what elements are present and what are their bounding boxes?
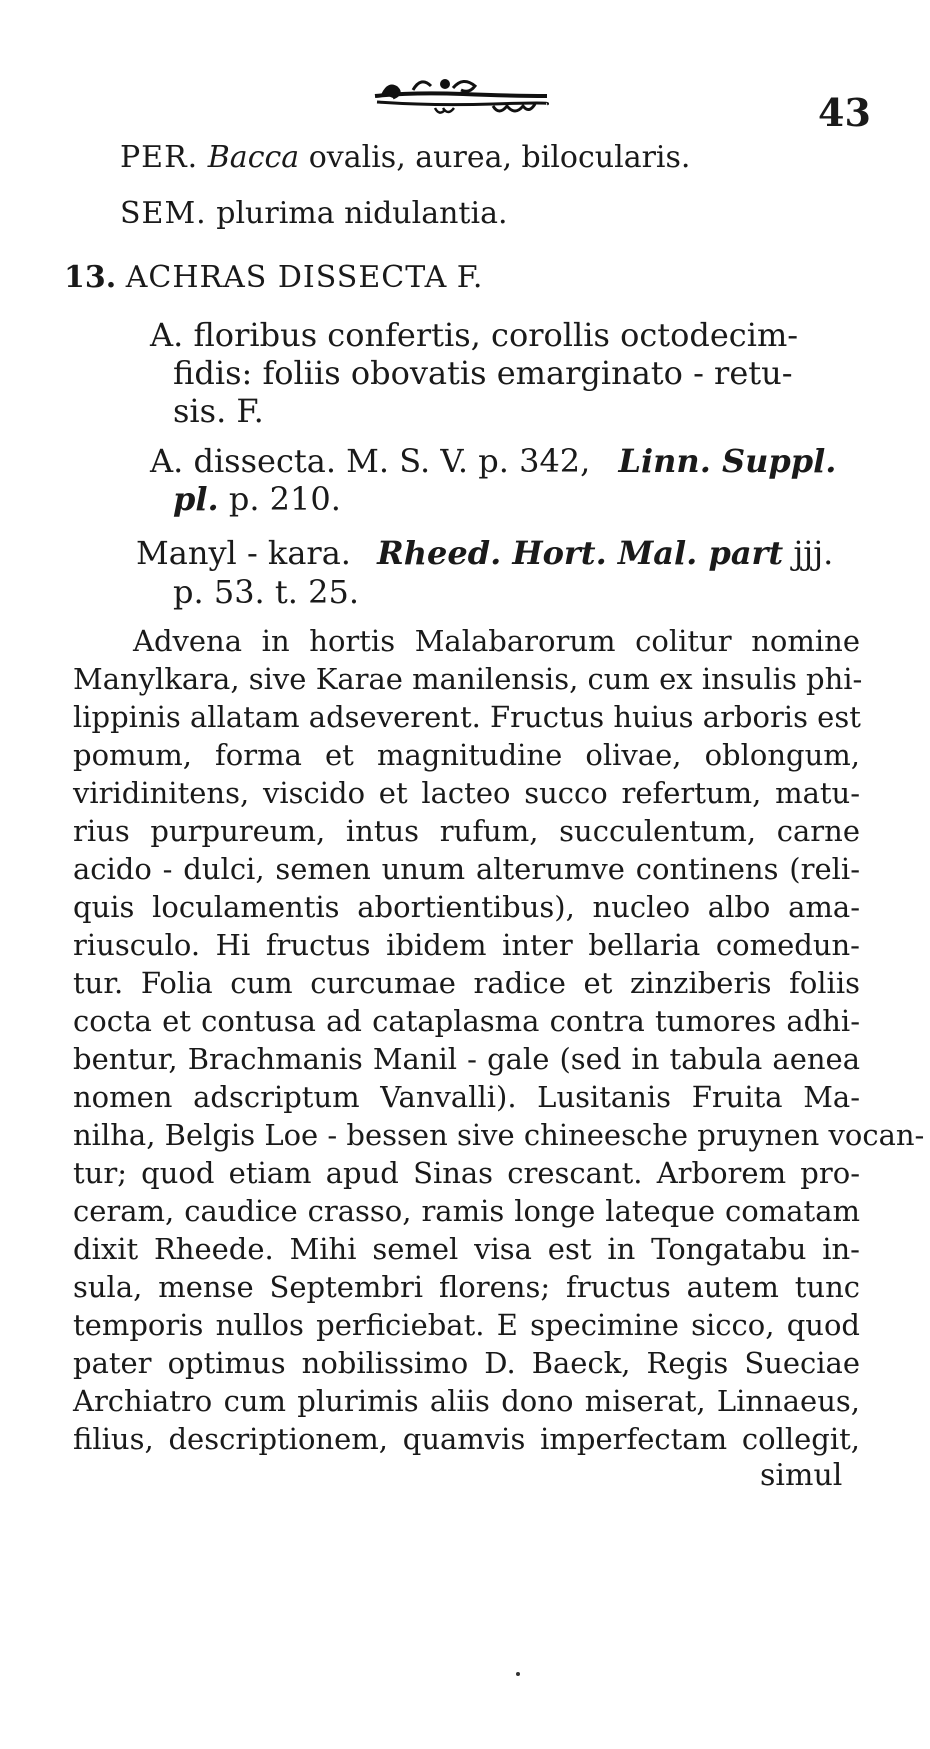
paragraph-line: tur; quod etiam apud Sinas crescant. Arborem pro- bbox=[73, 1156, 860, 1190]
paragraph-line: Archiatro cum plurimis aliis dono miserat, Linnaeus, bbox=[73, 1384, 860, 1418]
per-label: PER. bbox=[120, 140, 199, 175]
reference-italic: pl. bbox=[173, 480, 219, 518]
paragraph-line: lippinis allatam adseverent. Fructus huius arboris est bbox=[73, 700, 861, 734]
entry-number: 13. bbox=[64, 260, 117, 295]
per-line bbox=[120, 140, 690, 175]
paragraph-line: dixit Rheede. Mihi semel visa est in Tongatabu in- bbox=[73, 1232, 860, 1266]
entry-suffix: F. bbox=[447, 260, 483, 295]
catchword: simul bbox=[760, 1458, 843, 1493]
paragraph-line: tur. Folia cum curcumae radice et zinziberis foliis bbox=[73, 966, 860, 1000]
reference-line bbox=[173, 480, 341, 518]
paragraph-line: temporis nullos perficiebat. E specimine sicco, quod bbox=[73, 1308, 860, 1342]
paragraph-line: ceram, caudice crasso, ramis longe lateque comatam bbox=[73, 1194, 860, 1228]
reference-text: A. dissecta. M. S. V. p. 342, bbox=[150, 442, 591, 480]
description-line: sis. F. bbox=[173, 392, 264, 430]
page-speck bbox=[516, 1672, 520, 1676]
description-line: fidis: foliis obovatis emarginato - retu- bbox=[173, 354, 793, 392]
per-italic: Bacca bbox=[207, 140, 300, 175]
reference-line: p. 53. t. 25. bbox=[173, 573, 359, 611]
paragraph-line: cocta et contusa ad cataplasma contra tumores adhi- bbox=[73, 1004, 860, 1038]
paragraph-line: viridinitens, viscido et lacteo succo refertum, matu- bbox=[73, 776, 860, 810]
paragraph-line: nilha, Belgis Loe - bessen sive chineesche pruynen vocan- bbox=[73, 1118, 925, 1152]
paragraph-line: filius, descriptionem, quamvis imperfectam collegit, bbox=[73, 1422, 860, 1456]
reference-text: p. 210. bbox=[218, 480, 341, 518]
reference-text: Manyl - kara. bbox=[136, 534, 351, 572]
paragraph-line: sula, mense Septembri florens; fructus autem tunc bbox=[73, 1270, 860, 1304]
reference-text: jjj. bbox=[783, 534, 834, 572]
reference-italic: Rheed. Hort. Mal. part bbox=[377, 534, 784, 572]
sem-label: SEM. bbox=[120, 196, 207, 231]
paragraph-line: Manylkara, sive Karae manilensis, cum ex insulis phi- bbox=[73, 662, 863, 696]
paragraph-line: quis loculamentis abortientibus), nucleo albo ama- bbox=[73, 890, 860, 924]
description-line: A. floribus confertis, corollis octodecim- bbox=[150, 316, 799, 354]
paragraph-line: rius purpureum, intus rufum, succulentum, carne bbox=[73, 814, 860, 848]
entry-heading bbox=[64, 260, 482, 295]
page-number: 43 bbox=[818, 90, 871, 135]
floral-ornament-icon bbox=[373, 74, 549, 124]
per-text: ovalis, aurea, bilocularis. bbox=[299, 140, 691, 175]
reference-italic: Linn. Suppl. bbox=[618, 442, 837, 480]
paragraph-line: acido - dulci, semen unum alterumve continens (reli- bbox=[73, 852, 860, 886]
paragraph-line: pater optimus nobilissimo D. Baeck, Regis Sueciae bbox=[73, 1346, 860, 1380]
sem-text: plurima nidulantia. bbox=[206, 196, 508, 231]
paragraph-line: riusculo. Hi fructus ibidem inter bellaria comedun- bbox=[73, 928, 860, 962]
sem-line bbox=[120, 196, 508, 231]
paragraph-line: pomum, forma et magnitudine olivae, oblongum, bbox=[73, 738, 860, 772]
reference-line bbox=[136, 534, 833, 572]
paragraph-line: Advena in hortis Malabarorum colitur nomine bbox=[133, 624, 860, 658]
paragraph-line: bentur, Brachmanis Manil - gale (sed in tabula aenea bbox=[73, 1042, 860, 1076]
entry-name: ACHRAS DISSECTA bbox=[125, 260, 448, 295]
paragraph-line: nomen adscriptum Vanvalli). Lusitanis Fruita Ma- bbox=[73, 1080, 860, 1114]
reference-line bbox=[150, 442, 836, 480]
